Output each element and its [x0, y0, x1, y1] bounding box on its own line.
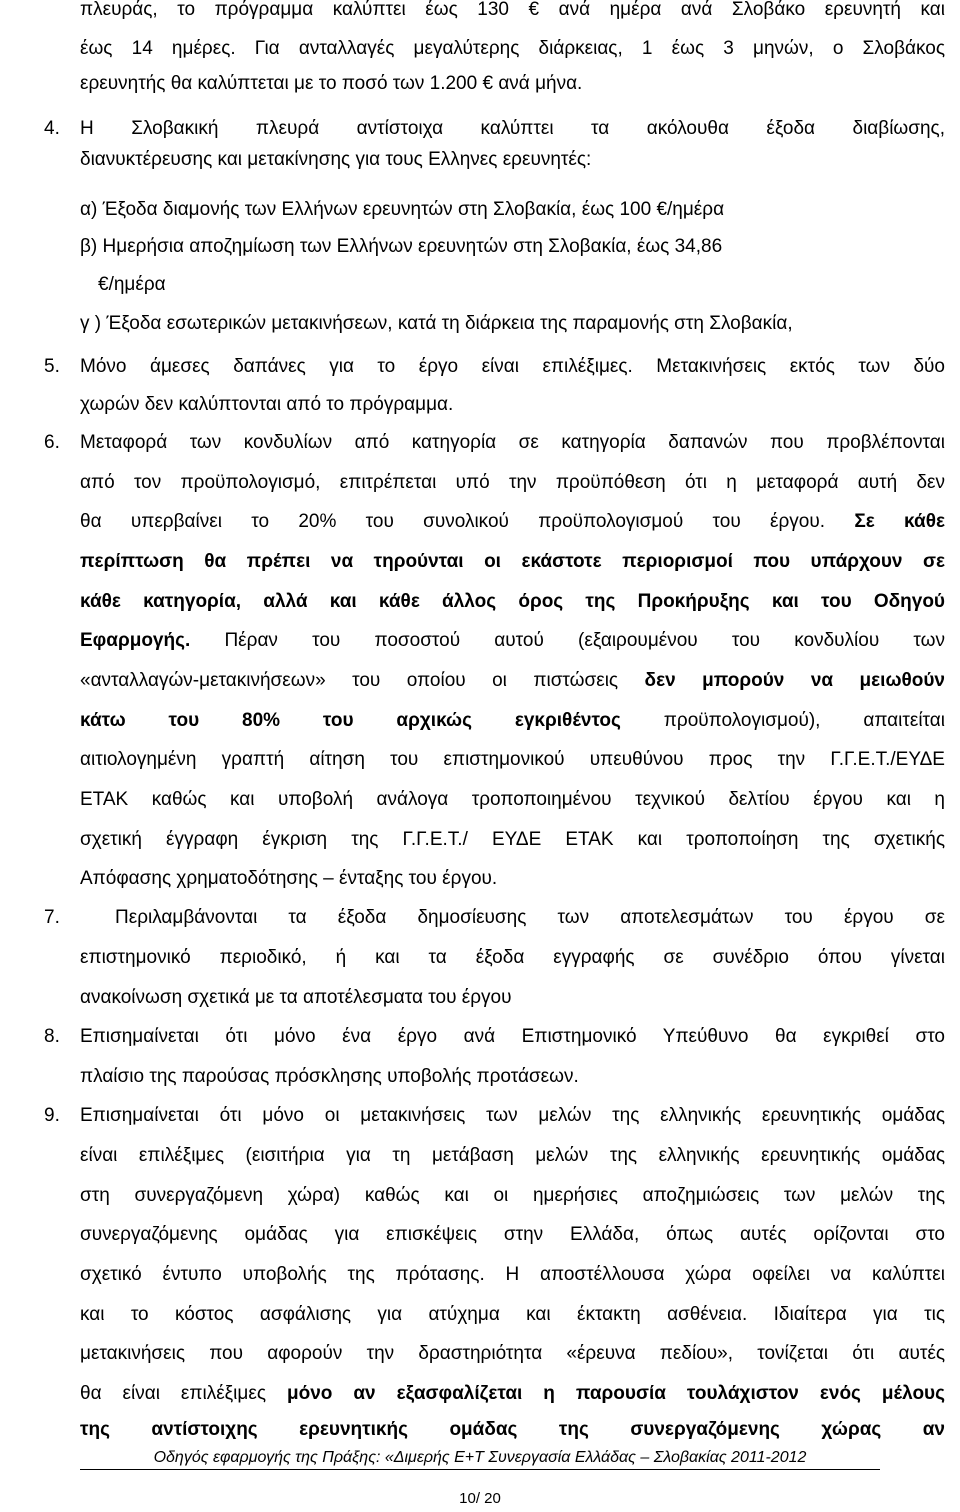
text-line: στη συνεργαζόμενη χώρα) καθώς και οι ημερήσιες αποζημιώσεις των μελών της [80, 1185, 945, 1206]
text-line: ΕΤΑΚ καθώς και υποβολή ανάλογα τροποποιημένου τεχνικού δελτίου έργου και η [80, 789, 945, 810]
text-line [80, 511, 945, 533]
text-line: Μόνο άμεσες δαπάνες για το έργο είναι επιλέξιμες. Μετακινήσεις εκτός των δύο [80, 356, 945, 377]
text-line: πλευράς, το πρόγραμμα καλύπτει έως 130 € ανά ημέρα ανά Σλοβάκο ερευνητή και [80, 0, 945, 20]
bold-text: δεν μπορούν να μειωθούν [644, 670, 945, 691]
text-line: Απόφασης χρηματοδότησης – ένταξης του έργου. [80, 868, 498, 889]
text-line [80, 630, 945, 652]
text-span: Πέραν του ποσοστού αυτού (εξαιρουμένου του κονδυλίου των [224, 630, 945, 651]
text-line: της αντίστοιχης ερευνητικής ομάδας της συνεργαζόμενης χώρας αν [80, 1419, 945, 1440]
text-line: είναι επιλέξιμες (εισιτήρια για τη μετάβαση μελών της ελληνικής ερευνητικής ομάδας [80, 1145, 945, 1166]
text-line: σχετικό έντυπο υποβολής της πρότασης. Η αποστέλλουσα χώρα οφείλει να καλύπτει [80, 1264, 945, 1285]
text-line [80, 1383, 945, 1405]
text-line: ανακοίνωση σχετικά με τα αποτέλεσματα του έργου [80, 987, 512, 1008]
item-number: 4. [44, 118, 60, 139]
footer-title: Οδηγός εφαρμογής της Πράξης: «Διμερής Ε+Τ Συνεργασία Ελλάδας – Σλοβακίας 2011-2012 [153, 1449, 807, 1466]
item-number: 5. [44, 356, 60, 377]
bold-text: Εφαρμογής. [80, 630, 191, 651]
item-number: 9. [44, 1105, 60, 1126]
text-line: πλαίσιο της παρούσας πρόσκλησης υποβολής προτάσεων. [80, 1066, 579, 1087]
text-span: θα είναι επιλέξιμες [80, 1383, 266, 1404]
text-line: από τον προϋπολογισμό, επιτρέπεται υπό την προϋπόθεση ότι η μεταφορά αυτή δεν [80, 472, 945, 493]
text-line: α) Έξοδα διαμονής των Ελλήνων ερευνητών στη Σλοβακία, έως 100 €/ημέρα [80, 199, 725, 220]
text-line: διανυκτέρευσης και μετακίνησης για τους Ελληνες ερευνητές: [80, 149, 592, 170]
text-line: περίπτωση θα πρέπει να τηρούνται οι εκάστοτε περιορισμοί που υπάρχουν σε [80, 551, 945, 572]
text-line: ερευνητής θα καλύπτεται με το ποσό των 1.200 € ανά μήνα. [80, 73, 583, 94]
text-line: Περιλαμβάνονται τα έξοδα δημοσίευσης των αποτελεσμάτων του έργου σε [115, 907, 945, 928]
text-line: Η Σλοβακική πλευρά αντίστοιχα καλύπτει τα ακόλουθα έξοδα διαβίωσης, [80, 118, 945, 139]
bold-text: Σε κάθε [854, 511, 945, 532]
text-span: προϋπολογισμού), απαιτείται [663, 710, 946, 731]
text-line: €/ημέρα [98, 274, 166, 295]
text-line: αιτιολογημένη γραπτή αίτηση του επιστημονικού υπευθύνου προς την Γ.Γ.Ε.Τ./ΕΥΔΕ [80, 749, 945, 770]
item-number: 8. [44, 1026, 60, 1047]
bold-text: κάτω του 80% του αρχικώς εγκριθέντος [80, 710, 621, 731]
text-line: συνεργαζόμενης ομάδας για επισκέψεις στην Ελλάδα, όπως αυτές ορίζονται στο [80, 1224, 945, 1245]
text-line [80, 710, 945, 732]
text-line: έως 14 ημέρες. Για ανταλλαγές μεγαλύτερης διάρκειας, 1 έως 3 μηνών, ο Σλοβάκος [80, 38, 945, 59]
page-number: 10/ 20 [459, 1490, 501, 1507]
item-number: 7. [44, 907, 60, 928]
text-line: γ ) Έξοδα εσωτερικών μετακινήσεων, κατά τη διάρκεια της παραμονής στη Σλοβακία, [80, 313, 793, 334]
text-span: «ανταλλαγών-μετακινήσεων» του οποίου οι πιστώσεις [80, 670, 619, 691]
text-line: μετακινήσεις που αφορούν την δραστηριότητα «έρευνα πεδίου», τονίζεται ότι αυτές [80, 1343, 945, 1364]
text-line: κάθε κατηγορία, αλλά και κάθε άλλος όρος της Προκήρυξης και του Οδηγού [80, 591, 945, 612]
text-line: χωρών δεν καλύπτονται από το πρόγραμμα. [80, 394, 454, 415]
text-line: Επισημαίνεται ότι μόνο ένα έργο ανά Επιστημονικό Υπεύθυνο θα εγκριθεί στο [80, 1026, 945, 1047]
text-line: β) Ημερήσια αποζημίωση των Ελλήνων ερευνητών στη Σλοβακία, έως 34,86 [80, 236, 723, 257]
text-line: και το κόστος ασφάλισης για ατύχημα και έκτακτη ασθένεια. Ιδιαίτερα για τις [80, 1304, 945, 1325]
item-number: 6. [44, 432, 60, 453]
text-line: Μεταφορά των κονδυλίων από κατηγορία σε κατηγορία δαπανών που προβλέπονται [80, 432, 945, 453]
text-line: σχετική έγγραφη έγκριση της Γ.Γ.Ε.Τ./ ΕΥΔΕ ΕΤΑΚ και τροποποίηση της σχετικής [80, 829, 945, 850]
text-line [80, 670, 945, 692]
text-span: θα υπερβαίνει το 20% του συνολικού προϋπολογισμού του έργου. [80, 511, 826, 532]
footer-divider [80, 1469, 880, 1470]
text-line: επιστημονικό περιοδικό, ή και τα έξοδα εγγραφής σε συνέδριο όπου γίνεται [80, 947, 945, 968]
bold-text: μόνο αν εξασφαλίζεται η παρουσία τουλάχιστον ενός μέλους [286, 1383, 945, 1404]
text-line: Επισημαίνεται ότι μόνο οι μετακινήσεις των μελών της ελληνικής ερευνητικής ομάδας [80, 1105, 945, 1126]
